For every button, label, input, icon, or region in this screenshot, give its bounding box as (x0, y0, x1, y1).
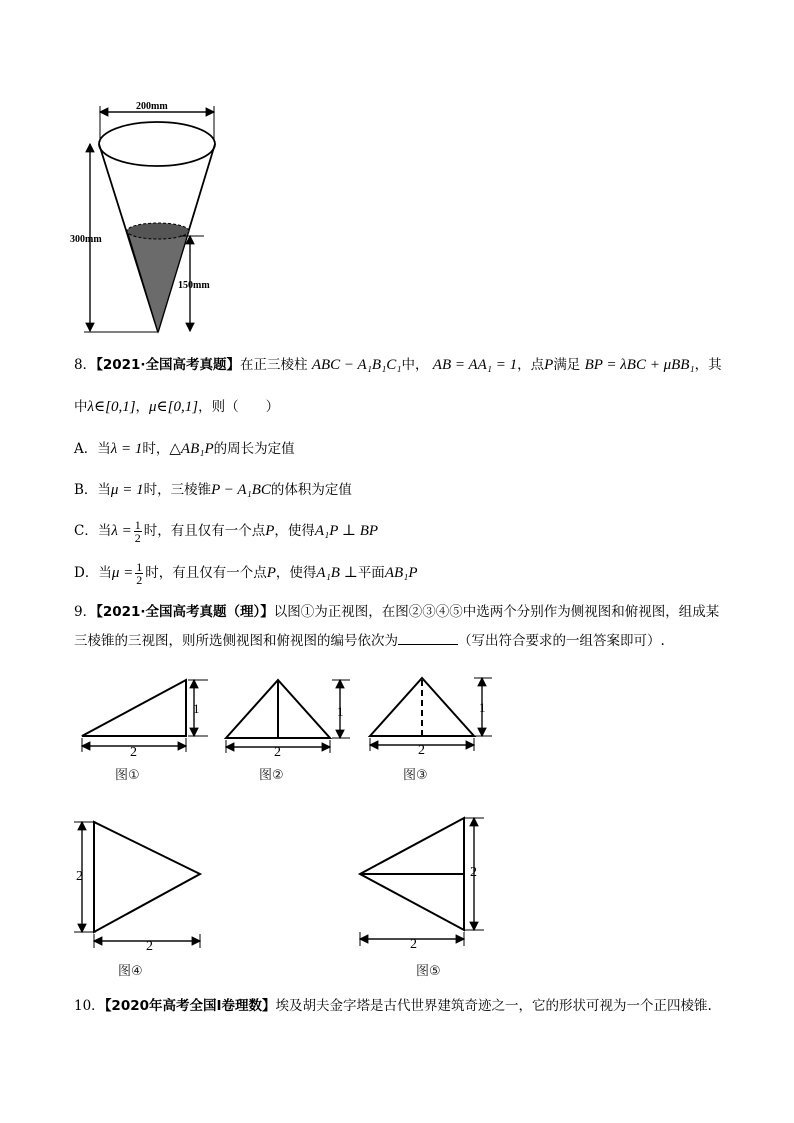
view-5-triangle-with-segment (360, 818, 484, 952)
fraction-half: $\frac{1}{2}$ (134, 518, 141, 545)
option-c: C．当λ = $\frac{1}{2}$ 时，有且仅有一个点P，使得A₁P ⊥ BP (74, 518, 379, 545)
svg-text:2: 2 (470, 865, 477, 880)
svg-text:2: 2 (76, 869, 83, 884)
svg-text:2: 2 (410, 937, 417, 952)
svg-text:1: 1 (337, 704, 344, 719)
view-2-triangle-solid-altitude (226, 680, 350, 760)
caption-fig-1: 图① (115, 768, 140, 783)
mu-range: μ∈[0,1] (149, 399, 199, 415)
svg-text:2: 2 (130, 745, 137, 760)
edge-eq: AB = AA₁ = 1 (432, 357, 518, 373)
q9-line-1: 9．【2021·全国高考真题（理）】以图①为正视图，在图②③④⑤中选两个分别作为侧视图和俯视图，组成某 (74, 604, 720, 620)
height-label: 300mm (70, 234, 102, 245)
prism-expr: ABC − A₁B₁C₁ (311, 357, 402, 373)
caption-fig-2: 图② (259, 768, 284, 783)
option-d: D．当μ = $\frac{1}{2}$ 时，有且仅有一个点P，使得A₁B ⊥平面AB₁P (74, 560, 418, 587)
svg-text:2: 2 (418, 743, 425, 758)
three-view-figures (60, 668, 520, 988)
q10-tag: 【2020年高考全国Ⅰ卷理数】 (104, 998, 276, 1014)
cone-figure (70, 98, 230, 338)
view-3-triangle-dashed-altitude (370, 678, 492, 758)
lambda-range: λ∈[0,1] (87, 399, 136, 415)
top-width-label: 200mm (136, 101, 168, 112)
q9-tag: 【2021·全国高考真题（理）】 (96, 604, 274, 620)
q10-line-1: 10．【2020年高考全国Ⅰ卷理数】埃及胡夫金字塔是古代世界建筑奇迹之一，它的形状可视为一个正四棱锥. (74, 998, 712, 1014)
view-4-triangle (74, 822, 200, 954)
svg-text:2: 2 (146, 939, 153, 954)
option-b: B．当μ = 1时，三棱锥P − A₁BC的体积为定值 (74, 482, 352, 498)
svg-text:2: 2 (274, 745, 281, 760)
water-height-label: 150mm (178, 280, 210, 291)
option-a: A．当λ = 1时，△AB₁P的周长为定值 (74, 441, 295, 457)
svg-text:1: 1 (479, 700, 486, 715)
q8-tag: 【2021·全国高考真题】 (96, 357, 241, 373)
view-1-right-triangle (82, 680, 208, 760)
vector-eq: BP = λBC + μBB₁ (584, 357, 695, 373)
q8-line-2: 中λ∈[0,1]，μ∈[0,1]，则（ ） (74, 399, 280, 415)
caption-fig-3: 图③ (403, 768, 428, 783)
fraction-half: $\frac{1}{2}$ (136, 560, 143, 587)
caption-fig-4: 图④ (118, 964, 143, 979)
caption-fig-5: 图⑤ (416, 964, 441, 979)
answer-blank (398, 632, 458, 645)
q9-line-2: 三棱锥的三视图，则所选侧视图和俯视图的编号依次为 （写出符合要求的一组答案即可）. (74, 633, 665, 649)
svg-text:1: 1 (193, 701, 200, 716)
q8-line-1: 8．【2021·全国高考真题】在正三棱柱 ABC − A₁B₁C₁中， AB = AA₁ = 1，点P满足 BP = λBC + μBB₁，其 (74, 357, 722, 373)
